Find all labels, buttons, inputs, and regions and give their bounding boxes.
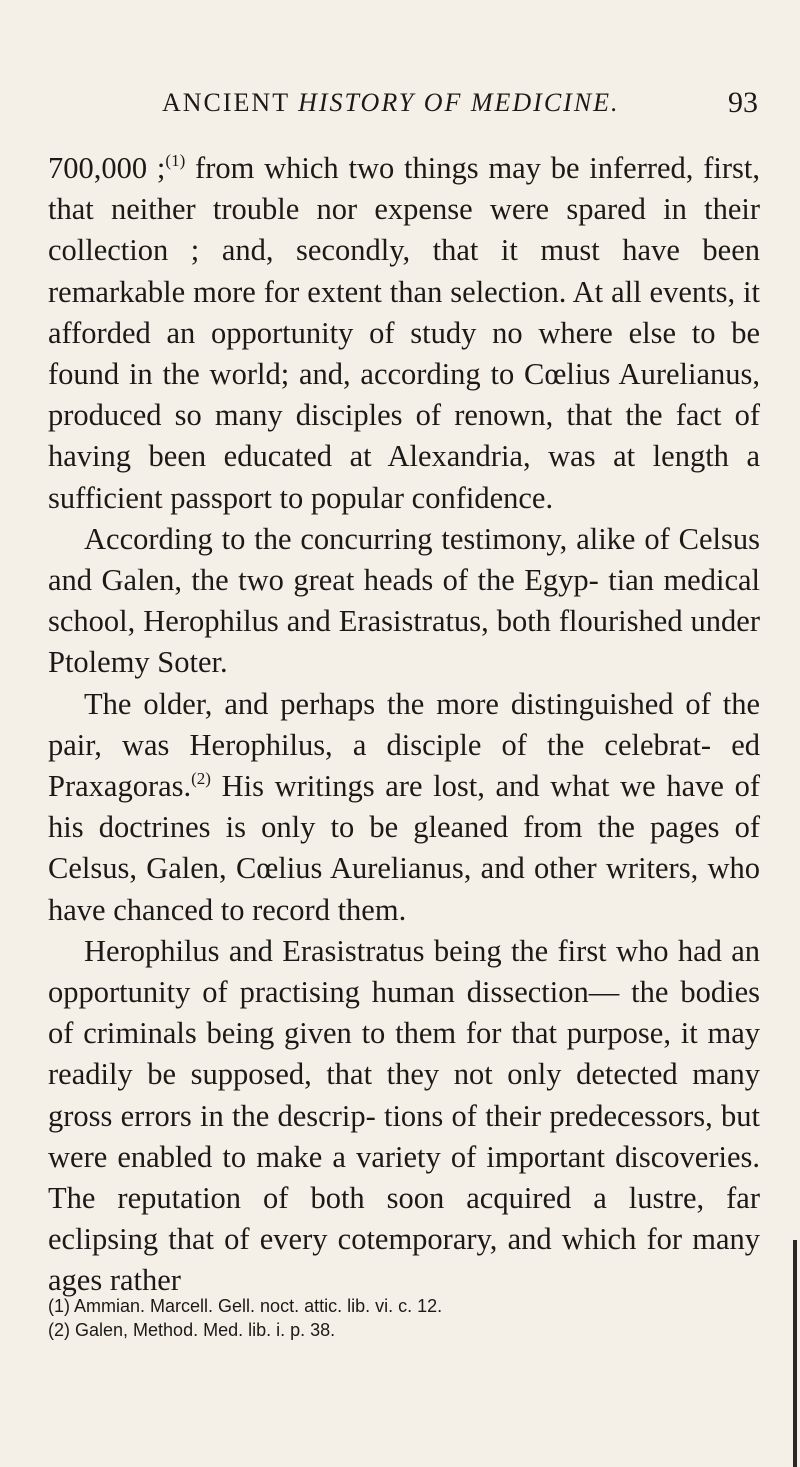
footnote-1 (48, 1294, 760, 1318)
page-edge-line (793, 1240, 797, 1467)
page-number: 93 (728, 86, 758, 119)
footnote-ref-1: (1) (165, 151, 186, 170)
footnote-2-text: Galen, Method. Med. lib. i. p. 38. (70, 1320, 336, 1340)
footnote-1-text: Ammian. Marcell. Gell. noct. attic. lib. vi. c. 12. (70, 1296, 443, 1316)
paragraph-3-rest: His writings are lost, and what we have of his doctrines is only to be gleaned from the pages of Celsus, Galen, Cœlius Aurelianus, and other writers, who have chanced to record them. (48, 769, 760, 927)
body-text (48, 148, 760, 1302)
paragraph-2: According to the concurring testimony, alike of Celsus and Galen, the two great heads of the Egyp- tian medical school, Herophilus and Erasistratus, both flourished under Ptolemy Soter. (48, 521, 760, 680)
paragraph-3-start: The older, and perhaps the more distinguished of the pair, was Herophilus, a disciple of the celebrat- ed Praxagoras. (48, 686, 760, 804)
footnote-1-marker: (1) (48, 1296, 70, 1316)
running-title (162, 88, 620, 118)
paragraph-1 (48, 148, 760, 519)
footnote-2-marker: (2) (48, 1320, 70, 1340)
paragraph-1-rest: from which two things may be inferred, first, that neither trouble nor expense were spared in their collection ; and, secondly, that it must have been remarkable more for extent than selection. At all events, it afforded an opportunity of study no where else to be found in the world; and, according to Cœlius Aurelianus, produced so many disciples of renown, that the fact of having been educated at Alexandria, was at length a sufficient passport to popular confidence. (48, 151, 760, 515)
running-title-part1: ANCIENT (162, 88, 299, 117)
footnote-2 (48, 1318, 760, 1342)
paragraph-4: Herophilus and Erasistratus being the first who had an opportunity of practising human dissection— the bodies of criminals being given to them for that purpose, it may readily be supposed, that they not only detected many gross errors in the descrip- tions of their predecessors, but were enabled to make a variety of important discoveries. The reputation of both soon acquired a lustre, far eclipsing that of every cotemporary, and which for many ages rather (48, 933, 760, 1298)
paragraph-3 (48, 684, 760, 931)
running-title-part2: HISTORY OF MEDICINE. (298, 88, 620, 117)
footnotes (48, 1294, 760, 1342)
paragraph-1-start: 700,000 ; (48, 151, 166, 185)
footnote-ref-2: (2) (191, 769, 211, 789)
